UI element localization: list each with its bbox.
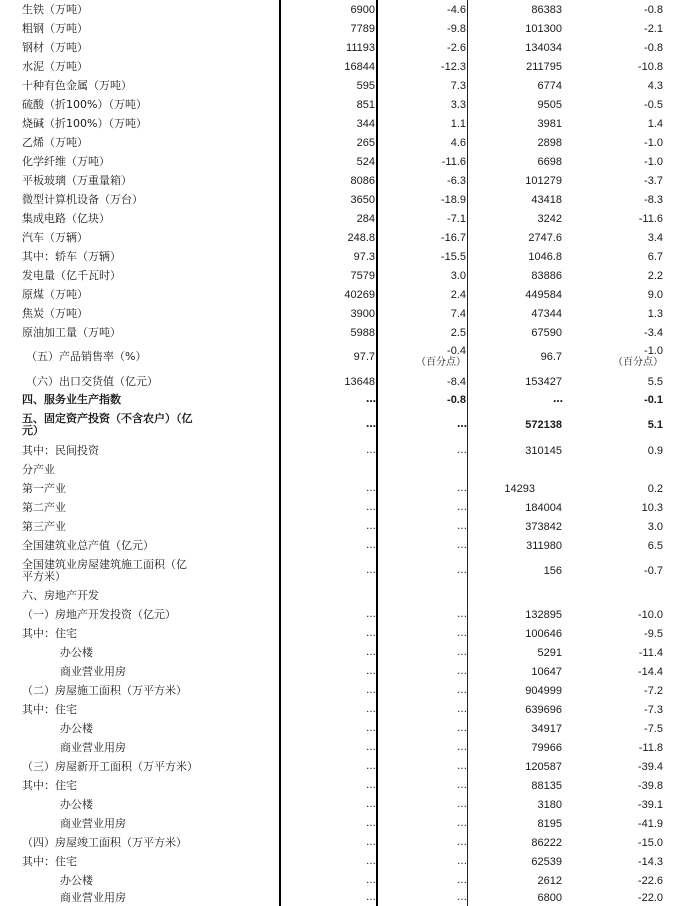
value-v4-unit: （百分点） [613,357,663,368]
table-row [0,133,685,152]
table-row [0,498,685,517]
value-v1: … [366,646,375,658]
row-label: 乙烯（万吨） [22,135,88,149]
value-v3: 3981 [537,117,562,130]
value-v4: 1.3 [647,307,663,320]
value-v4: 5.5 [647,375,663,388]
value-v1: … [366,444,375,456]
table-row [0,586,685,605]
table-row [0,757,685,776]
table-row [0,624,685,643]
row-label: 六、房地产开发 [22,588,99,602]
value-v1: … [366,684,375,696]
value-v2: … [457,836,466,848]
row-label: 第三产业 [22,519,66,533]
value-v4: -7.2 [644,684,663,697]
value-v1: … [366,855,375,867]
table-row [0,19,685,38]
value-v3: 47344 [531,307,562,320]
value-v1: 7789 [350,22,375,35]
value-v3: 43418 [531,193,562,206]
value-v3: 120587 [525,760,562,773]
value-v3: 6774 [537,79,562,92]
value-v4: 1.4 [647,117,663,130]
value-v2: -11.6 [441,155,466,168]
value-v4: -15.0 [637,836,663,849]
value-v2: 3.3 [450,98,466,111]
row-label: 汽车（万辆） [22,230,88,244]
value-v1 [282,586,375,605]
table-row [0,814,685,833]
value-v3: 101300 [525,22,562,35]
value-v4: -2.1 [644,22,663,35]
value-v2: … [457,608,466,620]
value-v2: -4.6 [447,3,466,16]
value-v3: 6698 [537,155,562,168]
value-v4: -39.1 [637,798,663,811]
table-row [0,57,685,76]
table-row [0,171,685,190]
value-v3: 67590 [531,326,562,339]
value-v3 [470,460,562,479]
value-v3: 311980 [526,539,562,552]
value-v1: … [366,665,375,677]
row-label: 其中：住宅 [22,778,77,792]
row-label: 商业营业用房 [60,816,126,830]
row-label: 其中：住宅 [22,626,77,640]
value-v4: -7.3 [644,703,663,716]
value-v2-main: -0.4 [447,345,466,357]
table-row [0,890,685,906]
value-v2: -18.9 [440,193,466,206]
row-label: 发电量（亿千瓦时） [22,268,121,282]
value-v1: 284 [356,212,375,225]
value-v3: 2612 [537,874,562,887]
table-row [0,833,685,852]
value-v2: … [457,444,466,456]
value-v4 [565,342,663,372]
value-v3: 8195 [537,817,562,830]
value-v3: 88135 [531,779,562,792]
value-v4: 6.7 [647,250,663,263]
row-label: 原油加工量（万吨） [22,325,121,339]
value-v4: -39.4 [637,760,663,773]
value-v4: 9.0 [647,288,663,301]
value-v2: -6.3 [447,174,466,187]
value-v3: 5291 [537,646,562,659]
value-v3: 100646 [525,627,562,640]
table-row [0,479,685,498]
value-v2: … [457,482,466,494]
row-label: 第一产业 [22,481,66,495]
value-v1: 6900 [350,3,375,16]
value-v1: … [366,760,375,772]
table-row [0,605,685,624]
row-label: 分产业 [22,462,55,476]
value-v3: 6800 [537,892,562,904]
table-row [0,408,685,441]
row-label: 全国建筑业总产值（亿元） [22,538,154,552]
value-v2: 7.4 [450,307,466,320]
row-label: 办公楼 [60,873,93,887]
table-row [0,190,685,209]
value-v2: -16.7 [440,231,466,244]
row-label: （四）房屋竣工面积（万平方米） [22,835,187,849]
value-v4: 0.9 [647,444,663,457]
value-v4: 2.2 [647,269,663,282]
value-v3: 14293 [504,482,535,495]
value-v2: … [457,855,466,867]
table-row [0,776,685,795]
value-v1: … [366,703,375,715]
row-label: 化学纤维（万吨） [22,154,110,168]
value-v4: -0.1 [644,393,663,406]
value-v2: … [457,684,466,696]
value-v2 [378,586,466,605]
table-row [0,460,685,479]
table-row [0,76,685,95]
value-v2: -0.8 [447,393,466,406]
row-label: 硫酸（折100%）（万吨） [22,97,147,111]
value-v2: 2.4 [450,288,466,301]
value-v4: 6.5 [647,539,663,552]
table-row [0,247,685,266]
value-v2: … [457,817,466,829]
value-v4: -14.3 [637,855,663,868]
value-v4-main: -1.0 [644,345,663,357]
value-v3: 79966 [531,741,562,754]
value-v1: … [366,627,375,639]
value-v3: 156 [543,564,562,577]
value-v2: … [457,520,466,532]
table-row [0,700,685,719]
value-v2: 2.5 [450,326,466,339]
table-row [0,795,685,814]
value-v3: 101279 [525,174,562,187]
table-row [0,372,685,391]
value-v2: -15.5 [440,250,466,263]
value-v1: … [366,798,375,810]
row-label: 平板玻璃（万重量箱） [22,173,132,187]
row-label: （二）房屋施工面积（万平方米） [22,683,187,697]
table-row [0,152,685,171]
value-v3: 86383 [531,3,562,16]
row-label: （一）房地产开发投资（亿元） [22,607,176,621]
row-label: （五）产品销售率（%） [26,350,147,363]
value-v4: -1.0 [644,155,663,168]
value-v1: 7579 [350,269,375,282]
table-row [0,0,685,19]
row-label: 商业营业用房 [60,740,126,754]
value-v3: 184004 [525,501,562,514]
value-v4: -0.8 [644,41,663,54]
row-label: 商业营业用房 [60,891,126,904]
value-v2: -8.4 [447,375,466,388]
value-v3: 572138 [525,418,562,431]
value-v4: -41.9 [637,817,663,830]
value-v2-unit: （百分点） [416,357,466,368]
row-label: 全国建筑业房屋建筑施工面积（亿平方米） [22,557,187,583]
value-v1: … [366,418,375,430]
value-v4: -1.0 [644,136,663,149]
value-v2: … [457,501,466,513]
value-v4: -22.6 [637,874,663,887]
value-v3: 2898 [537,136,562,149]
value-v3: 62539 [531,855,562,868]
table-row [0,662,685,681]
value-v4: -9.5 [644,627,663,640]
value-v2: … [457,741,466,753]
value-v1: … [366,741,375,753]
value-v1: 265 [356,136,375,149]
row-label: 粗钢（万吨） [22,21,88,35]
value-v2 [378,460,466,479]
row-label: 四、服务业生产指数 [22,392,121,406]
value-v1: … [366,892,375,903]
value-v1: … [366,836,375,848]
value-v2: … [457,703,466,715]
value-v3: 2747.6 [528,231,562,244]
row-label: 办公楼 [60,645,93,659]
value-v3: 153427 [525,375,562,388]
value-v2: … [457,627,466,639]
value-v3: 34917 [531,722,562,735]
value-v3: 373842 [525,520,562,533]
value-v1: … [366,608,375,620]
value-v1: 248.8 [347,231,375,244]
value-v4: -22.0 [637,892,663,904]
value-v1: … [366,779,375,791]
value-v4: -10.8 [637,60,663,73]
row-label: 原煤（万吨） [22,287,88,301]
value-v2: … [457,892,466,903]
row-label: 办公楼 [60,721,93,735]
value-v1: 3650 [350,193,375,206]
value-v1: 595 [356,79,375,92]
table-row [0,719,685,738]
value-v1: … [366,393,375,405]
value-v4: 5.1 [647,418,663,431]
row-label: 水泥（万吨） [22,59,88,73]
value-v2: -2.6 [447,41,466,54]
value-v4: -14.4 [637,665,663,678]
value-v2: -9.8 [447,22,466,35]
table-row [0,871,685,890]
value-v3: 83886 [531,269,562,282]
value-v3: 904999 [525,684,562,697]
row-label: 生铁（万吨） [22,2,88,16]
row-label: 集成电路（亿块） [22,211,110,225]
value-v4: 4.3 [647,79,663,92]
row-label: 钢材（万吨） [22,40,88,54]
value-v4: -0.8 [644,3,663,16]
value-v3: … [553,393,562,405]
value-v2: … [457,665,466,677]
row-label: 微型计算机设备（万台） [22,192,143,206]
value-v4: -10.0 [637,608,663,621]
table-row [0,304,685,323]
value-v1: … [366,520,375,532]
value-v1: 5988 [350,326,375,339]
table-row [0,536,685,555]
table-row [0,342,685,372]
value-v3: 134034 [525,41,562,54]
value-v2: … [457,539,466,551]
value-v4: -11.4 [638,646,663,659]
value-v3: 86222 [531,836,562,849]
value-v1: … [366,539,375,551]
value-v4: -7.5 [644,722,663,735]
value-v1: 851 [356,98,375,111]
value-v3: 3242 [537,212,562,225]
value-v3: 1046.8 [528,250,562,263]
value-v3: 10647 [531,665,562,678]
table-row [0,681,685,700]
row-label: （六）出口交货值（亿元） [26,374,158,388]
value-v1: 344 [356,117,375,130]
value-v1: 8086 [350,174,375,187]
value-v2: 1.1 [450,117,466,130]
value-v3: 132895 [525,608,562,621]
value-v1: 16844 [344,60,375,73]
table-row [0,323,685,342]
value-v4: -3.4 [644,326,663,339]
row-label: 其中：住宅 [22,854,77,868]
row-label: （三）房屋新开工面积（万平方米） [22,759,198,773]
value-v1 [282,460,375,479]
table-row [0,517,685,536]
value-v4: 3.0 [647,520,663,533]
value-v2: … [457,418,466,430]
value-v4: -8.3 [644,193,663,206]
row-label: 其中：轿车（万辆） [22,249,121,263]
value-v2: … [457,646,466,658]
table-row [0,441,685,460]
value-v1: 13648 [344,375,375,388]
table-row [0,266,685,285]
value-v2: -12.3 [440,60,466,73]
value-v3: 449584 [525,288,562,301]
value-v4: -0.5 [644,98,663,111]
value-v4 [565,460,663,479]
table-row [0,228,685,247]
value-v1: 40269 [344,288,375,301]
value-v1: 524 [356,155,375,168]
value-v2: … [457,760,466,772]
value-v2: 4.6 [450,136,466,149]
value-v3 [470,586,562,605]
value-v1: … [366,482,375,494]
value-v1: … [366,817,375,829]
value-v1: 97.7 [353,351,375,363]
value-v4: -11.6 [638,212,663,225]
row-label: 十种有色金属（万吨） [22,78,132,92]
value-v2: -7.1 [447,212,466,225]
value-v2 [378,342,466,372]
value-v1: … [366,564,375,576]
table-row [0,95,685,114]
value-v4: 10.3 [641,501,663,514]
value-v1: … [366,722,375,734]
value-v4: -3.7 [644,174,663,187]
table-row [0,643,685,662]
value-v1: 3900 [350,307,375,320]
value-v1: … [366,874,375,886]
table-row [0,285,685,304]
value-v2: 3.0 [450,269,466,282]
value-v4: -39.8 [637,779,663,792]
value-v4: -0.7 [644,564,663,577]
value-v2: … [457,722,466,734]
value-v2: … [457,564,466,576]
value-v2: 7.3 [450,79,466,92]
row-label: 办公楼 [60,797,93,811]
table-row [0,555,685,586]
row-label: 焦炭（万吨） [22,306,88,320]
value-v2: … [457,798,466,810]
value-v1: 97.3 [353,250,375,263]
row-label: 第二产业 [22,500,66,514]
table-row [0,38,685,57]
row-label: 其中：民间投资 [22,443,99,457]
table-row [0,209,685,228]
value-v3: 3180 [537,798,562,811]
row-label: 其中：住宅 [22,702,77,716]
value-v2: … [457,779,466,791]
value-v3: 639696 [525,703,562,716]
value-v3: 9505 [537,98,562,111]
value-v1: 11193 [346,41,375,54]
table-row [0,391,685,408]
value-v4: 3.4 [647,231,663,244]
table-row [0,738,685,757]
value-v4 [565,586,663,605]
row-label: 五、固定资产投资（不含农户）（亿元） [22,411,193,437]
value-v3: 211795 [526,60,562,73]
table-row [0,114,685,133]
row-label: 商业营业用房 [60,664,126,678]
value-v4: 0.2 [647,482,663,495]
value-v4: -11.8 [638,741,663,754]
row-label: 烧碱（折100%）（万吨） [22,116,147,130]
table-row [0,852,685,871]
value-v3: 96.7 [540,351,562,363]
value-v1: … [366,501,375,513]
value-v3: 310145 [525,444,562,457]
value-v2: … [457,874,466,886]
